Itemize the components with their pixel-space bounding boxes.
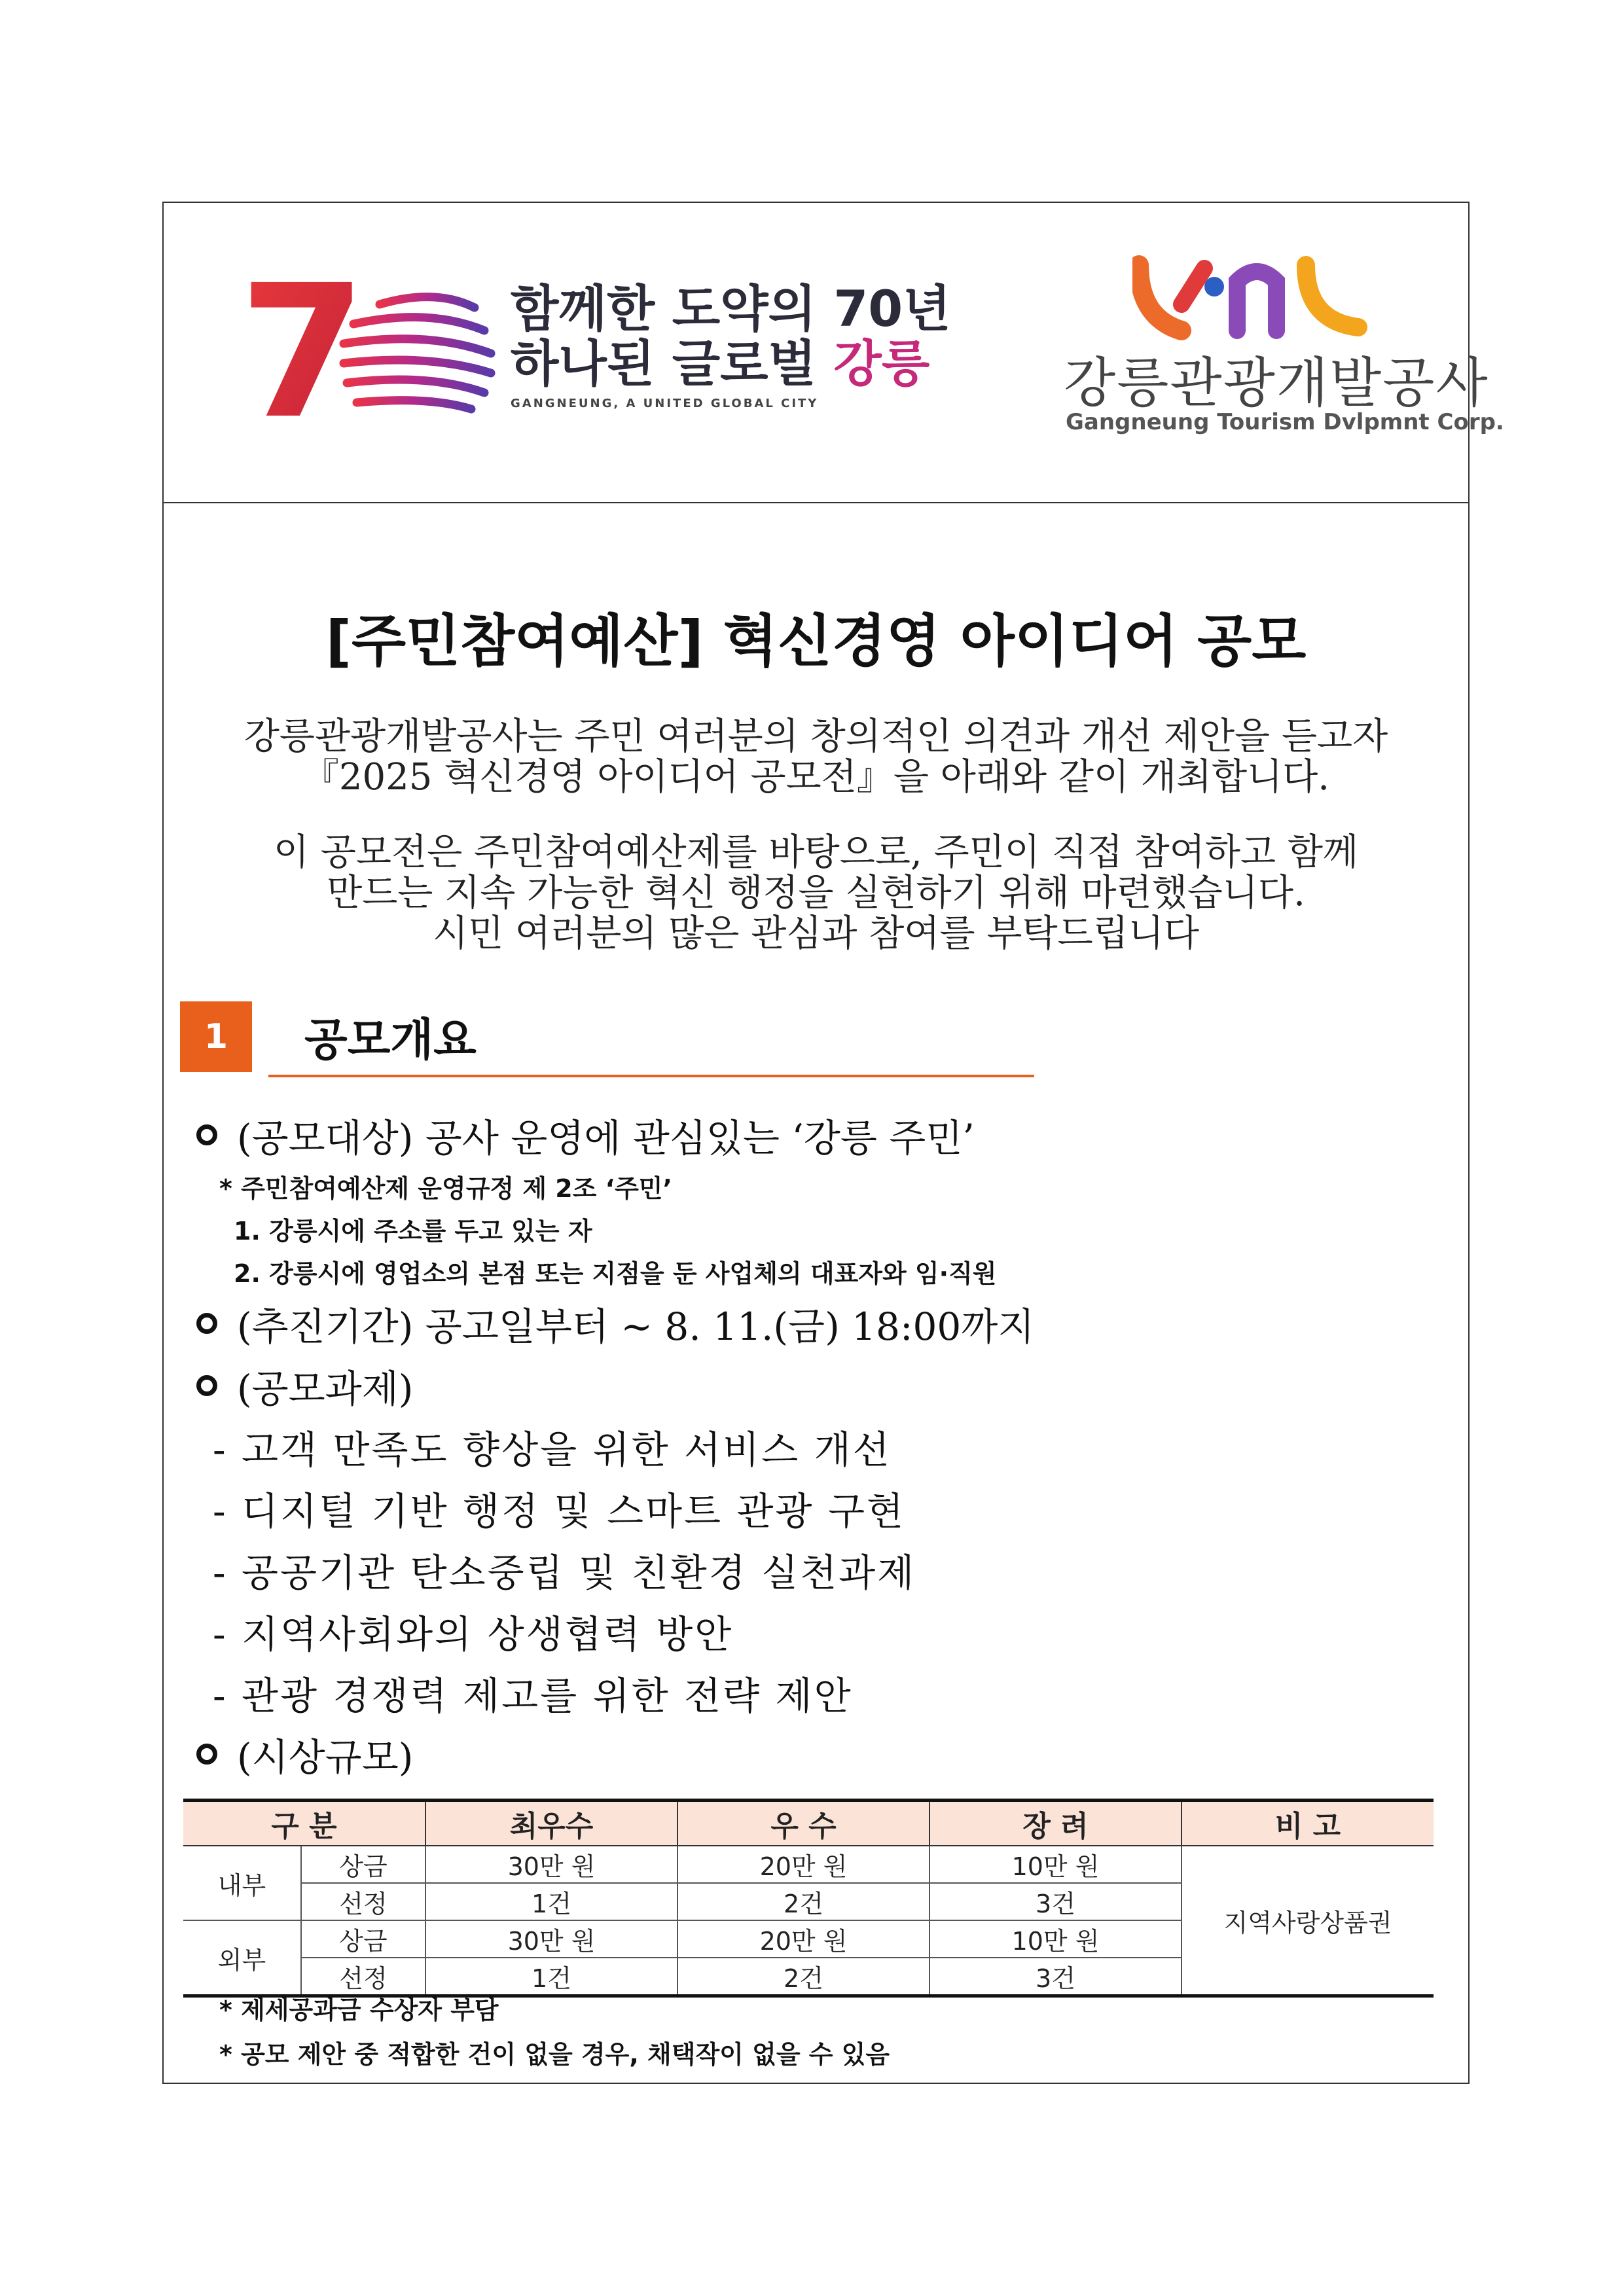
table-header-row xyxy=(183,1801,1434,1846)
mark-yellow-curve xyxy=(1306,265,1358,327)
gtdc-name-korean: 강릉관광개발공사 xyxy=(1064,352,1489,414)
table-row xyxy=(183,1846,1434,1883)
table-cell: 1건 xyxy=(425,1883,677,1920)
row-label: 선정 xyxy=(301,1883,425,1920)
header-divider xyxy=(162,502,1470,503)
circle-bullet-icon xyxy=(196,1124,217,1145)
slogan-english: GANGNEUNG, A UNITED GLOBAL CITY xyxy=(511,397,819,410)
header-grand-prize: 최우수 xyxy=(425,1801,677,1846)
table-cell: 10만 원 xyxy=(929,1846,1182,1883)
table-cell: 30만 원 xyxy=(425,1920,677,1958)
table-cell: 3건 xyxy=(929,1883,1182,1920)
table-cell: 2건 xyxy=(677,1958,929,1996)
target-note-item: 1. 강릉시에 주소를 두고 있는 자 xyxy=(234,1217,592,1246)
header-excellence: 우 수 xyxy=(677,1801,929,1846)
gtdc-name-english: Gangneung Tourism Dvlpmnt Corp. xyxy=(1066,409,1504,435)
prize-table xyxy=(183,1799,1434,1998)
row-label: 상금 xyxy=(301,1920,425,1958)
row-label: 선정 xyxy=(301,1958,425,1996)
footnote: * 공모 제안 중 적합한 건이 없을 경우, 채택작이 없을 수 있음 xyxy=(219,2040,890,2069)
task-item: - 고객 만족도 향상을 위한 서비스 개선 xyxy=(213,1427,892,1472)
intro-line: 강릉관광개발공사는 주민 여러분의 창의적인 의견과 개선 제안을 듣고자 xyxy=(244,715,1388,758)
bullet-prize: (시상규모) xyxy=(196,1727,413,1782)
mark-purple-arch xyxy=(1237,272,1276,331)
group-internal: 내부 xyxy=(183,1846,301,1920)
logo-slogan xyxy=(511,281,969,410)
task-item: - 관광 경쟁력 제고를 위한 전략 제안 xyxy=(213,1674,853,1718)
circle-bullet-icon xyxy=(196,1375,217,1396)
bullet-target: (공모대상) 공사 운영에 관심있는 ‘강릉 주민’ xyxy=(196,1107,975,1162)
mark-red-slash xyxy=(1182,268,1204,304)
gtdc-logo-mark xyxy=(1132,255,1368,340)
header-remarks: 비 고 xyxy=(1182,1801,1434,1846)
section-title: 공모개요 xyxy=(304,1014,477,1066)
intro-line: 이 공모전은 주민참여예산제를 바탕으로, 주민이 직접 참여하고 함께 xyxy=(273,831,1359,874)
slogan-line-1: 함께한 도약의 70년 xyxy=(511,279,951,338)
table-cell: 20만 원 xyxy=(677,1920,929,1958)
table-cell: 2건 xyxy=(677,1883,929,1920)
header-category: 구 분 xyxy=(183,1801,425,1846)
mark-blue-dot xyxy=(1204,277,1224,296)
task-item: - 공공기관 탄소중립 및 친환경 실천과제 xyxy=(213,1551,916,1595)
section-underline xyxy=(268,1075,1034,1077)
table-cell: 10만 원 xyxy=(929,1920,1182,1958)
intro-line: 만드는 지속 가능한 혁신 행정을 실현하기 위해 마련했습니다. xyxy=(327,872,1305,914)
table-cell: 1건 xyxy=(425,1958,677,1996)
intro-paragraph-2 xyxy=(162,833,1470,954)
section-number-badge: 1 xyxy=(180,1001,252,1072)
mark-orange-v xyxy=(1139,265,1182,331)
target-note-item: 2. 강릉시에 영업소의 본점 또는 지점을 둔 사업체의 대표자와 임·직원 xyxy=(234,1259,997,1288)
slogan-line-2: 하나된 글로벌 강릉 xyxy=(511,334,930,393)
table-cell: 20만 원 xyxy=(677,1846,929,1883)
header-encouragement: 장 려 xyxy=(929,1801,1182,1846)
task-item: - 지역사회와의 상생협력 방안 xyxy=(213,1612,734,1657)
table-cell: 3건 xyxy=(929,1958,1182,1996)
row-label: 상금 xyxy=(301,1846,425,1883)
document-title: [주민참여예산] 혁신경영 아이디어 공모 xyxy=(325,609,1307,674)
slogan-highlight: 강릉 xyxy=(833,334,930,393)
circle-bullet-icon xyxy=(196,1313,217,1334)
group-external: 외부 xyxy=(183,1920,301,1996)
logo-numeral-7: 7 xyxy=(239,275,367,432)
circle-bullet-icon xyxy=(196,1744,217,1765)
intro-paragraph-1 xyxy=(162,717,1470,798)
bullet-period: (추진기간) 공고일부터 ~ 8. 11.(금) 18:00까지 xyxy=(196,1296,1034,1351)
footnote: * 제세공과금 수상자 부담 xyxy=(219,1996,499,2024)
task-item: - 디지털 기반 행정 및 스마트 관광 구현 xyxy=(213,1489,906,1534)
remark-cell: 지역사랑상품권 xyxy=(1182,1846,1434,1996)
table-cell: 30만 원 xyxy=(425,1846,677,1883)
target-note: * 주민참여예산제 운영규정 제 2조 ‘주민’ xyxy=(219,1174,672,1203)
anniversary-70-logo xyxy=(239,275,501,432)
intro-line: 『2025 혁신경영 아이디어 공모전』을 아래와 같이 개최합니다. xyxy=(302,756,1330,798)
bullet-tasks: (공모과제) xyxy=(196,1358,413,1413)
intro-line: 시민 여러분의 많은 관심과 참여를 부탁드립니다 xyxy=(433,912,1199,955)
